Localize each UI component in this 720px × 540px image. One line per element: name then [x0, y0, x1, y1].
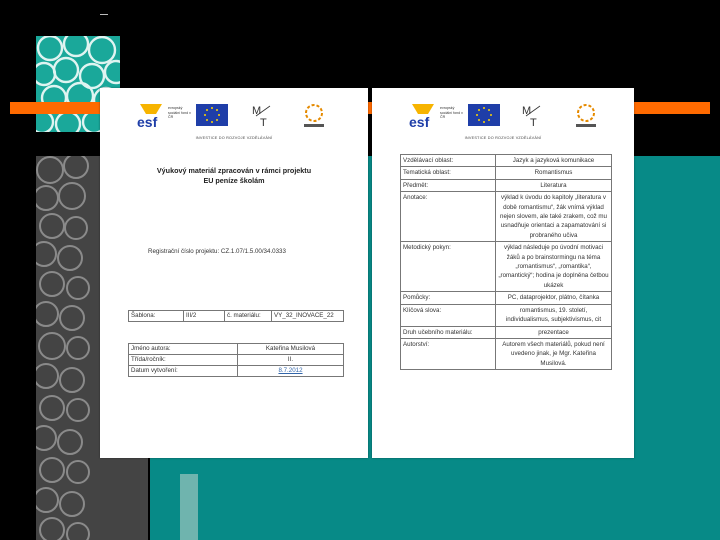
- author-value: Kateřina Musilová: [238, 344, 344, 355]
- svg-text:T: T: [260, 117, 267, 129]
- op-logo-icon: [302, 104, 326, 130]
- logo-caption: INVESTICE DO ROZVOJE VZDĚLÁVÁNÍ: [464, 136, 542, 140]
- metadata-table: [400, 154, 612, 370]
- table-row: [401, 155, 612, 167]
- row-label: Vzdělávací oblast:: [401, 155, 496, 167]
- document-page-left: [100, 88, 368, 458]
- table-row: [401, 338, 612, 369]
- row-label: Anotace:: [401, 192, 496, 242]
- material-number-table: [128, 310, 344, 322]
- class-value: II.: [238, 355, 344, 366]
- row-label: Autorství:: [401, 338, 496, 369]
- svg-text:M: M: [252, 105, 262, 117]
- table-row: [401, 192, 612, 242]
- svg-text:M: M: [522, 105, 532, 117]
- table-row: [401, 242, 612, 292]
- table-row: [401, 292, 612, 304]
- row-value: Romantismus: [496, 167, 612, 179]
- row-label: Pomůcky:: [401, 292, 496, 304]
- row-value: PC, dataprojektor, plátno, čítanka: [496, 292, 612, 304]
- document-title: [136, 166, 332, 185]
- table-row: [129, 355, 344, 366]
- row-value: Literatura: [496, 179, 612, 191]
- table-row: [129, 366, 344, 377]
- eu-flag-icon: [196, 104, 228, 126]
- esf-logo-icon: [408, 102, 438, 130]
- table-row: [401, 304, 612, 326]
- msmt-logo-icon: [250, 102, 276, 130]
- svg-text:esf: esf: [137, 114, 158, 130]
- row-label: Metodický pokyn:: [401, 242, 496, 292]
- row-label: Klíčová slova:: [401, 304, 496, 326]
- row-label: Druh učebního materiálu:: [401, 326, 496, 338]
- table-row: [129, 344, 344, 355]
- slide-dash: [100, 14, 108, 15]
- school-label: Šablona:: [129, 311, 184, 322]
- row-value: Autorem všech materiálů, pokud není uvedeno jinak, je Mgr. Kateřina Musilová.: [496, 338, 612, 369]
- class-label: Třída/ročník:: [129, 355, 238, 366]
- teal-bar: [180, 474, 198, 540]
- esf-logo-text: evropský sociální fond v ČR: [440, 106, 463, 119]
- svg-text:T: T: [530, 117, 537, 129]
- op-logo-icon: [574, 104, 598, 130]
- title-line-1: Výukový materiál zpracován v rámci projektu: [156, 166, 312, 175]
- msmt-logo-icon: [520, 102, 546, 130]
- title-line-2: EU peníze školám: [203, 175, 265, 185]
- eu-flag-icon: [468, 104, 500, 126]
- logo-strip: [100, 102, 368, 140]
- esf-logo-text: evropský sociální fond v ČR: [168, 106, 191, 119]
- author-table: [128, 343, 344, 377]
- row-value: prezentace: [496, 326, 612, 338]
- row-value: Jazyk a jazyková komunikace: [496, 155, 612, 167]
- svg-text:esf: esf: [409, 114, 430, 130]
- row-label: Tematická oblast:: [401, 167, 496, 179]
- table-row: [401, 167, 612, 179]
- logo-strip: [372, 102, 634, 140]
- table-row: [129, 311, 344, 322]
- table-row: [401, 326, 612, 338]
- row-value: romantismus, 19. století, individualismus, subjektivismus, cit: [496, 304, 612, 326]
- logo-caption: INVESTICE DO ROZVOJE VZDĚLÁVÁNÍ: [195, 136, 273, 140]
- school-value: III/2: [184, 311, 225, 322]
- row-value: výklad následuje po úvodní motivaci žáků a po brainstormingu na téma „romantismus“, „romantika“, „romantický“; hodina je doplněna četbou ukázek: [496, 242, 612, 292]
- num-value: VY_32_INOVACE_22: [272, 311, 344, 322]
- date-value: 8.7.2012: [278, 367, 303, 374]
- table-row: [401, 179, 612, 191]
- date-label: Datum vytvoření:: [129, 366, 238, 377]
- registration-number: Registrační číslo projektu: CZ.1.07/1.5.00/34.0333: [148, 248, 286, 255]
- esf-logo-icon: [136, 102, 166, 130]
- row-label: Předmět:: [401, 179, 496, 191]
- row-value: výklad k úvodu do kapitoly „literatura v době romantismu“, žák vnímá výklad nejen slovem, ale také zrakem, což mu usnadňuje orientaci a zapamatování si probraného učiva: [496, 192, 612, 242]
- num-label: č. materiálu:: [225, 311, 272, 322]
- author-label: Jméno autora:: [129, 344, 238, 355]
- document-page-right: [372, 88, 634, 458]
